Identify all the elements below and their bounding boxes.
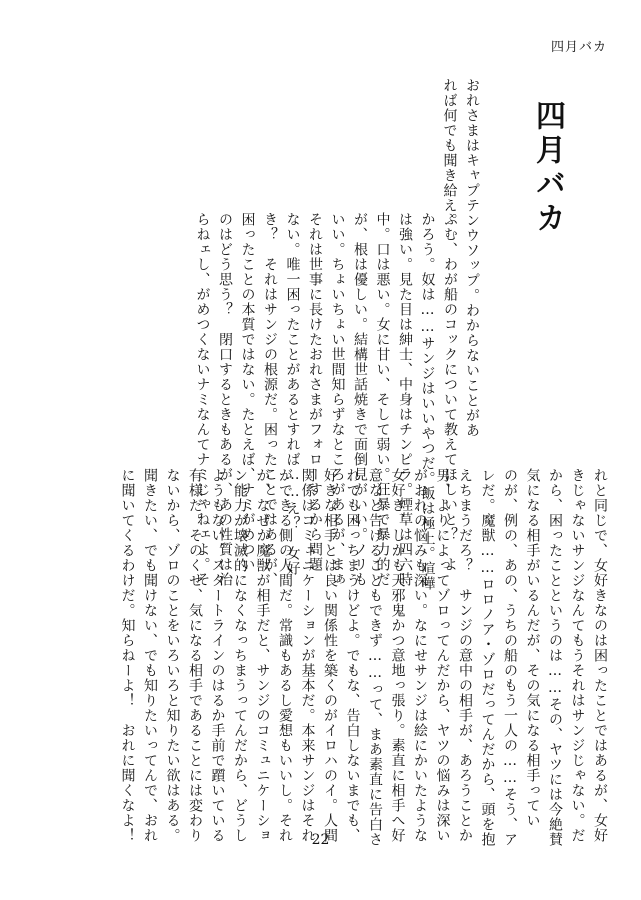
text-line: き？ それはサンジの根源だ。困ったことではあるが、 (262, 212, 278, 587)
text-line: ふむ、わが船のコックについて教えてほしいと？ よ (442, 212, 458, 572)
text-line: レだ。魔獣……ロロノア・ゾロだってんだから、頭を抱 (479, 468, 496, 847)
text-line: れても困っちまうけどよ。でもな、告白しないまでも、 (344, 468, 361, 843)
text-line: ないから、ゾロのことをいろいろと知りたい欲はある。 (164, 468, 181, 843)
text-line: えちまうだろ？ サンジの意中の相手が、あろうことか (457, 468, 473, 843)
text-line: れと同じで、女好きなのは困ったことではあるが、女好 (592, 468, 608, 843)
text-line: のが、例の、あの、うちの船のもう一人の……そう、ア (502, 468, 518, 847)
page-number: 22 (311, 832, 330, 848)
text-line: ようもない。スタートラインのはるか手前で躓いている (209, 468, 226, 843)
text-line: 有様だ。そのくせ、気になる相手であることには変わり (187, 468, 203, 843)
text-line: かろう。奴は……サンジはいいやつだ。飯は極上。喧嘩 (419, 212, 436, 591)
text-line: ン能力が壊滅的になくなっちまうってんだから、どうし (232, 468, 248, 843)
text-line: から、困ったことというのは……その、ヤツには今絶賛 (547, 468, 563, 847)
text-line: おれさまはキャプテンウソップ。わからないことがあ (464, 78, 480, 438)
text-line: が、根は優しい。結構世話焼きで面倒見がいい。ノリも (352, 212, 368, 587)
text-line: は強い。見た目は紳士、中身はチンピラ。煙草は四六時 (397, 212, 413, 587)
text-line: いい。ちょいちょい世間知らずなところがあるが、まぁ (329, 212, 346, 587)
text-line: がおれの悩みも深い。なにせサンジは絵にかいたような (412, 468, 428, 843)
text-line: ない。唯一困ったことがあるとすれば……え？ 女好 (284, 212, 301, 576)
text-line: のはどう思う？ 閉口するときもあるが、あの性質は治 (217, 212, 233, 587)
text-line: ができる側の人間だ。常識もあるし愛想もいいし。それ (277, 468, 293, 843)
text-line: きじゃないサンジなんてもうそれはサンジじゃない。だ (569, 468, 586, 843)
body-text-lower (116, 468, 611, 847)
text-line: 気になる相手がいるんだが、その気になる相手ってい (524, 468, 541, 828)
text-line: が、なぜか魔獣が相手だと、サンジのコミュニケーショ (254, 468, 271, 843)
text-line: に聞いてくるわけだ。知らねーよ！ おれに聞くなよ！ (119, 468, 136, 843)
text-line: 男、よりによってゾロってんだから、ヤツの悩みは深い (434, 468, 451, 843)
text-line: それは世事に長けたおれさまがフォローするから問題 (307, 212, 323, 572)
text-line: 女好き、しかも天邪鬼かつ意地っ張り。素直に相手へ好 (389, 468, 406, 843)
text-line: 好きな相手とは良い関係性を築くのがイロハのイ。人間 (322, 468, 338, 843)
text-line: れば何でも聞き給え。 (441, 78, 458, 228)
running-header: 四月バカ (550, 40, 607, 55)
text-line: 聞きたい、でも聞けない、でも知りたいってんで、おれ (142, 468, 158, 843)
chapter-title: 四月バカ (530, 100, 565, 236)
text-line: 関係はコミュニケーションが基本だ。本来サンジはそれ (299, 468, 316, 843)
text-line: 困ったことの本質ではない。たとえば、ナミがめつい (239, 212, 256, 572)
text-line: 中。口は悪い。女に甘い、そして弱い。狂暴で暴力的だ (374, 212, 391, 587)
text-line: らねェし、がめつくないナミなんてナミじゃねェよ。そ (194, 212, 211, 587)
text-line: 意など告げることもできず……って、まあ素直に告白さ (367, 468, 383, 847)
